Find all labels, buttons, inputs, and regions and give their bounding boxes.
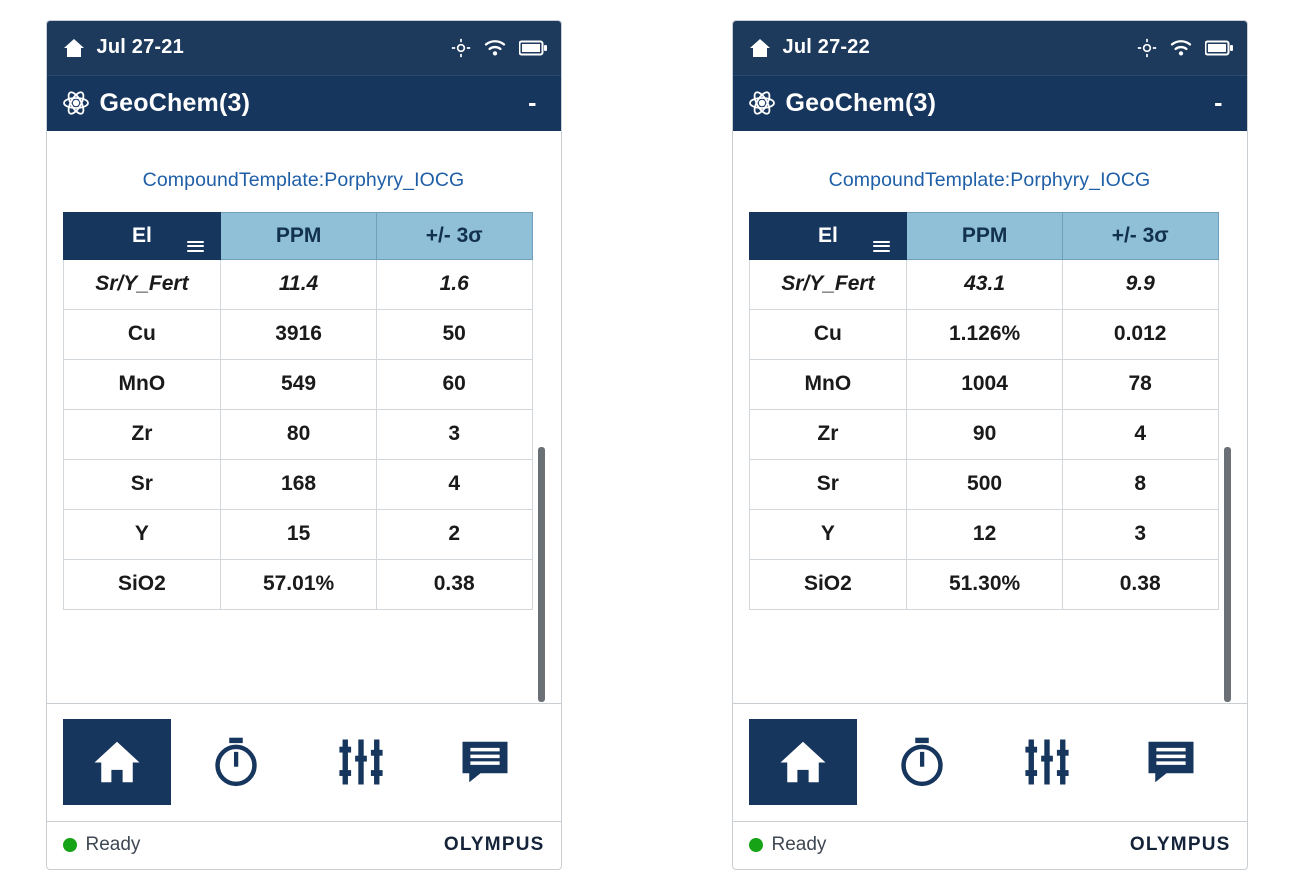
cell-ppm: 3916 xyxy=(221,309,377,359)
cell-error: 2 xyxy=(376,509,532,559)
column-header-element-label: El xyxy=(817,223,838,247)
column-header-error[interactable]: +/- 3σ xyxy=(1062,212,1218,259)
atom-icon xyxy=(747,88,777,118)
status-footer xyxy=(47,821,561,869)
cell-element: SiO2 xyxy=(63,559,221,609)
title-bar xyxy=(47,75,561,131)
cell-error: 9.9 xyxy=(1062,259,1218,309)
minimize-button[interactable]: - xyxy=(1214,89,1223,117)
cell-ppm: 43.1 xyxy=(907,259,1063,309)
table-scrollbar[interactable] xyxy=(538,212,545,703)
table-row[interactable] xyxy=(63,309,532,359)
status-bar xyxy=(733,21,1247,75)
table-row[interactable] xyxy=(749,559,1218,609)
cell-element: Sr/Y_Fert xyxy=(749,259,907,309)
nav-settings-sliders-button[interactable] xyxy=(987,719,1106,805)
device-panel-2 xyxy=(732,20,1248,870)
cell-element: Y xyxy=(749,509,907,559)
status-bar-icons xyxy=(1137,38,1233,58)
cell-element: Zr xyxy=(63,409,221,459)
cell-error: 4 xyxy=(376,459,532,509)
gps-icon xyxy=(1137,38,1157,58)
column-header-ppm[interactable]: PPM xyxy=(907,212,1063,259)
cell-element: MnO xyxy=(63,359,221,409)
cell-element: Y xyxy=(63,509,221,559)
nav-home-button[interactable] xyxy=(63,719,171,805)
cell-error: 0.012 xyxy=(1062,309,1218,359)
cell-ppm: 1004 xyxy=(907,359,1063,409)
cell-error: 3 xyxy=(1062,509,1218,559)
cell-error: 0.38 xyxy=(1062,559,1218,609)
results-table xyxy=(63,212,533,610)
cell-error: 3 xyxy=(376,409,532,459)
table-row[interactable] xyxy=(749,459,1218,509)
cell-error: 4 xyxy=(1062,409,1218,459)
bottom-nav-bar xyxy=(47,703,561,821)
status-indicator-dot xyxy=(63,838,77,852)
cell-ppm: 12 xyxy=(907,509,1063,559)
cell-error: 78 xyxy=(1062,359,1218,409)
compound-template-label: CompoundTemplate:Porphyry_IOCG xyxy=(142,168,465,191)
status-bar-date: Jul 27-21 xyxy=(96,36,184,58)
table-row[interactable] xyxy=(749,509,1218,559)
battery-icon xyxy=(1205,40,1233,56)
cell-element: Zr xyxy=(749,409,907,459)
cell-ppm: 90 xyxy=(907,409,1063,459)
table-row[interactable] xyxy=(749,259,1218,309)
device-panel-1 xyxy=(46,20,562,870)
atom-icon xyxy=(61,88,91,118)
title-bar xyxy=(733,75,1247,131)
column-header-element[interactable] xyxy=(63,212,221,259)
brand-logo: OLYMPUS xyxy=(443,834,545,855)
home-icon xyxy=(747,35,773,61)
wifi-icon xyxy=(484,39,506,57)
status-text: Ready xyxy=(771,834,827,855)
gps-icon xyxy=(451,38,471,58)
app-title: GeoChem(3) xyxy=(99,88,251,117)
results-table xyxy=(749,212,1219,610)
nav-timer-button[interactable] xyxy=(177,719,296,805)
brand-logo: OLYMPUS xyxy=(1129,834,1231,855)
results-table-wrap xyxy=(63,212,545,703)
table-row[interactable] xyxy=(749,409,1218,459)
bottom-nav-bar xyxy=(733,703,1247,821)
nav-settings-sliders-button[interactable] xyxy=(301,719,420,805)
cell-error: 50 xyxy=(376,309,532,359)
table-row[interactable] xyxy=(63,509,532,559)
column-header-ppm[interactable]: PPM xyxy=(221,212,377,259)
cell-element: Cu xyxy=(63,309,221,359)
minimize-button[interactable]: - xyxy=(528,89,537,117)
cell-ppm: 80 xyxy=(221,409,377,459)
column-header-error[interactable]: +/- 3σ xyxy=(376,212,532,259)
status-text: Ready xyxy=(85,834,141,855)
cell-ppm: 15 xyxy=(221,509,377,559)
table-row[interactable] xyxy=(63,359,532,409)
nav-results-list-button[interactable] xyxy=(426,719,545,805)
cell-error: 60 xyxy=(376,359,532,409)
table-row[interactable] xyxy=(63,559,532,609)
cell-element: Sr xyxy=(749,459,907,509)
cell-ppm: 500 xyxy=(907,459,1063,509)
nav-results-list-button[interactable] xyxy=(1112,719,1231,805)
table-row[interactable] xyxy=(63,259,532,309)
column-header-element[interactable] xyxy=(749,212,907,259)
app-title: GeoChem(3) xyxy=(785,88,937,117)
status-bar-icons xyxy=(451,38,547,58)
table-scrollbar[interactable] xyxy=(1224,212,1231,703)
table-header-row xyxy=(749,212,1218,259)
nav-home-button[interactable] xyxy=(749,719,857,805)
sort-handle-icon[interactable] xyxy=(873,241,890,252)
cell-ppm: 11.4 xyxy=(221,259,377,309)
table-scrollbar-thumb[interactable] xyxy=(1224,447,1231,702)
status-bar xyxy=(47,21,561,75)
cell-element: MnO xyxy=(749,359,907,409)
cell-ppm: 1.126% xyxy=(907,309,1063,359)
cell-element: Sr/Y_Fert xyxy=(63,259,221,309)
cell-error: 0.38 xyxy=(376,559,532,609)
cell-ppm: 51.30% xyxy=(907,559,1063,609)
main-content xyxy=(733,131,1247,703)
cell-element: SiO2 xyxy=(749,559,907,609)
table-scrollbar-thumb[interactable] xyxy=(538,447,545,702)
table-row[interactable] xyxy=(63,459,532,509)
cell-error: 8 xyxy=(1062,459,1218,509)
main-content xyxy=(47,131,561,703)
wifi-icon xyxy=(1170,39,1192,57)
table-row[interactable] xyxy=(63,409,532,459)
table-row[interactable] xyxy=(749,309,1218,359)
status-bar-date: Jul 27-22 xyxy=(782,36,870,58)
cell-error: 1.6 xyxy=(376,259,532,309)
battery-icon xyxy=(519,40,547,56)
cell-ppm: 549 xyxy=(221,359,377,409)
cell-ppm: 168 xyxy=(221,459,377,509)
cell-element: Sr xyxy=(63,459,221,509)
home-icon xyxy=(61,35,87,61)
status-indicator-dot xyxy=(749,838,763,852)
table-header-row xyxy=(63,212,532,259)
cell-ppm: 57.01% xyxy=(221,559,377,609)
compound-template-label: CompoundTemplate:Porphyry_IOCG xyxy=(828,168,1151,191)
sort-handle-icon[interactable] xyxy=(187,241,204,252)
table-row[interactable] xyxy=(749,359,1218,409)
results-table-wrap xyxy=(749,212,1231,703)
nav-timer-button[interactable] xyxy=(863,719,982,805)
status-footer xyxy=(733,821,1247,869)
column-header-element-label: El xyxy=(131,223,152,247)
cell-element: Cu xyxy=(749,309,907,359)
